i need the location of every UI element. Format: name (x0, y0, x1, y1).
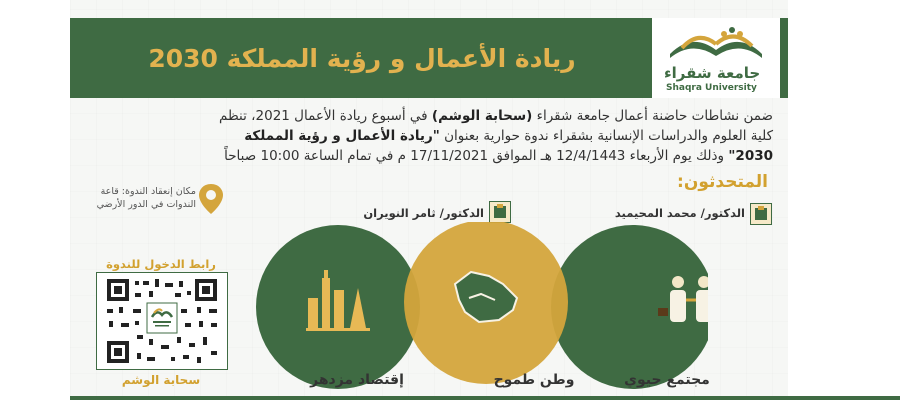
right-margin (788, 0, 900, 400)
qr-code[interactable] (96, 272, 228, 370)
header-accent-bar (780, 18, 788, 98)
university-badge-icon (489, 201, 511, 223)
intro-line-3: 2030" وذلك يوم الأربعاء 12/4/1443 هـ الموافق 17/11/2021 م في تمام الساعة 10:00 صباحاً (224, 148, 773, 164)
university-logo (652, 18, 780, 98)
intro-line-1: ضمن نشاطات حاضنة أعمال جامعة شقراء (سحابة الوشم) في أسبوع ريادة الأعمال 2021، تنظم (218, 108, 773, 124)
speaker-2-name: الدكتور/ ثامر النويران (363, 206, 484, 220)
qr-code-icon (97, 273, 227, 369)
left-margin (0, 0, 70, 400)
venue-text: مكان إنعقاد الندوة: قاعة الندوات في الدور الأرضي (96, 186, 196, 210)
logo-arabic-name: جامعة شقراء (664, 64, 761, 82)
pillar-label-nation: وطن طموح (493, 372, 575, 388)
logo-english-name: Shaqra University (666, 83, 757, 93)
pillar-label-society: مجتمع حيوي (624, 372, 710, 388)
intro-line-2: كلية العلوم والدراسات الإنسانية بشقراء ندوة حوارية بعنوان "ريادة الأعمال و رؤية المملكة (244, 128, 773, 144)
bottom-strip-right (788, 396, 900, 400)
location-pin-icon (196, 182, 226, 216)
speakers-title: المتحدثون: (677, 172, 768, 192)
vision-pillars (248, 222, 708, 392)
page-title: ريادة الأعمال و رؤية المملكة 2030 (148, 43, 576, 73)
speaker-1-name: الدكتور/ محمد المحيميد (614, 206, 745, 220)
bottom-strip (70, 396, 788, 400)
intro-paragraph (105, 106, 773, 166)
header-banner (70, 18, 652, 98)
book-logo-icon (662, 24, 770, 66)
qr-caption: سحابة الوشم (121, 373, 201, 387)
qr-title: رابط الدخول للندوة (106, 257, 216, 271)
pillar-label-economy: إقتصاد مزدهر (310, 372, 404, 388)
university-badge-icon (750, 203, 772, 225)
